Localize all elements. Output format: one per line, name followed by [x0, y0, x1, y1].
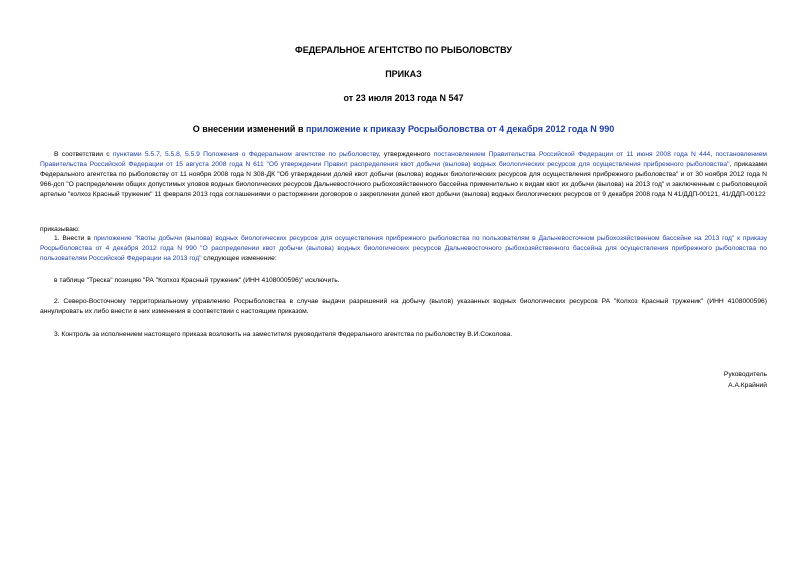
item-1-paragraph	[40, 234, 767, 264]
appendix-quotas-link[interactable]: приложение "Квоты добычи (вылова) водных биологических ресурсов для осуществления прибрежного рыболовства по пользователям в Дальневосточном рыбохозяйственном бассейне на 2013 год" к приказу Росрыболовства от 4 декабря 2012 года N 990 "О распределении квот добычи (вылова) водных биологических ресурсов Дальневосточного рыбохозяйственного бассейна для осуществления прибрежного рыболовства по пользователям Российской Федерации на 2013 год"	[40, 235, 767, 262]
item-3-paragraph: 3. Контроль за исполнением настоящего приказа возложить на заместителя руководителя Федерального агентства по рыболовству В.И.Соколова.	[54, 331, 513, 338]
signature-position: Руководитель	[723, 371, 767, 378]
title-prefix: О внесении изменений в	[192, 124, 306, 134]
document-date-heading: от 23 июля 2013 года N 547	[343, 93, 464, 103]
agency-heading: ФЕДЕРАЛЬНОЕ АГЕНТСТВО ПО РЫБОЛОВСТВУ	[295, 45, 512, 55]
regulation-points-link[interactable]: пунктами 5.5.7, 5.5.8, 5.5.9 Положения о Федеральном агентстве по рыболовству	[112, 151, 379, 158]
preamble-text-3: ,	[710, 151, 716, 158]
preamble-text-1: В соответствии с	[54, 151, 113, 158]
preamble-text-4: , приказами Федерального агентства по рыболовству от 11 ноября 2008 года N 308-ДК "Об утверждении долей квот добычи (вылова) водных биологических ресурсов для осуществления прибрежного рыболовства" и от 30 ноября 2012 года N 966-дсп "О распределении общих допустимых уловов водных биологических ресурсов Дальневосточного рыбохозяйственного бассейна применительно к видам квот их добычи (вылова) на 2013 год" и заключенным с рыболовецкой артелью "колхоз Красный труженик" 11 февраля 2013 года соглашениями о расторжении договоров о закреплении долей квот добычи (вылова) водных биологических ресурсов от 9 декабря 2008 года N 41/ДДП-00121, 41/ДДП-00122	[40, 161, 767, 198]
preamble-paragraph	[40, 150, 767, 200]
title-link[interactable]: приложение к приказу Росрыболовства от 4 декабря 2012 года N 990	[305, 124, 615, 134]
document-title	[0, 124, 807, 135]
item-1-text-1: 1. Внести в	[54, 235, 94, 242]
resolution-611-link[interactable]: постановлением Правительства Российской Федерации от 15 августа 2008 года N 611 "Об утверждении Правил распределения квот добычи (вылова) водных биологических ресурсов для осуществления прибрежного рыболовства"	[40, 151, 768, 168]
item-1-text-2: следующее изменение:	[201, 255, 277, 262]
item-2-paragraph: 2. Северо-Восточному территориальному управлению Росрыболовства в случае выдачи разрешений на добычу (вылов) указанных водных биологических ресурсов РА "Колхоз Красный труженик" (ИНН 4108000596) аннулировать их либо внести в них изменения в соответствии с настоящим приказом.	[40, 298, 767, 315]
change-paragraph: в таблице "Треска" позицию "РА "Колхоз Красный труженик" (ИНН 4108000596)" исключить.	[54, 277, 340, 284]
order-word: приказываю:	[40, 226, 80, 233]
document-type-heading: ПРИКАЗ	[385, 69, 422, 79]
resolution-444-link[interactable]: постановлением Правительства Российской Федерации от 11 июня 2008 года N 444	[433, 151, 711, 158]
preamble-text-2: , утвержденного	[378, 151, 434, 158]
signature-name: А.А.Крайний	[728, 382, 767, 389]
